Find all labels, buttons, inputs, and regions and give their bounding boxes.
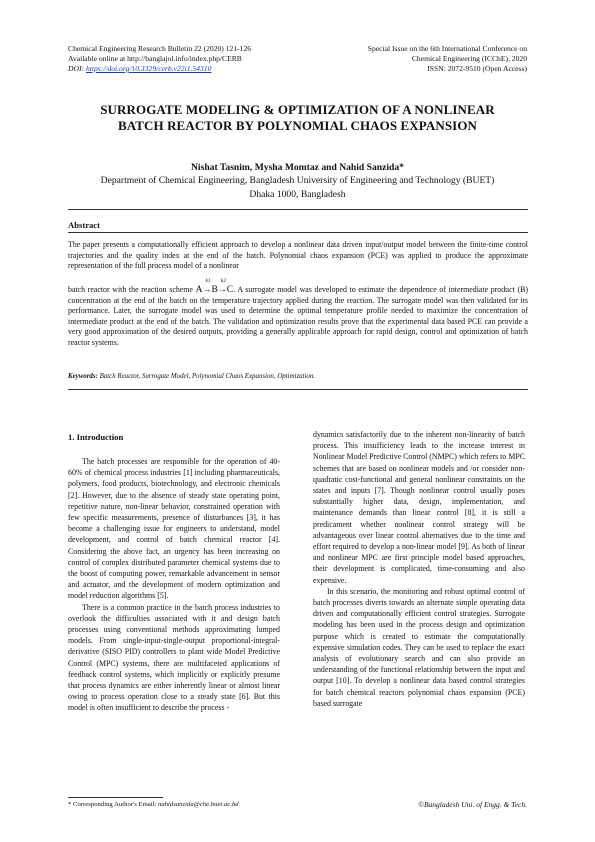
corresponding-label: * Corresponding Author's Email: <box>68 801 157 808</box>
doi-line <box>68 64 251 74</box>
doi-label: DOI: <box>68 64 85 73</box>
rate-constant-k2: k2 <box>220 278 226 284</box>
arrow-k1-icon: k1 → <box>202 278 212 294</box>
authors: Nishat Tasnim, Mysha Momtaz and Nahid Sanzida* <box>191 162 404 173</box>
abstract-paragraph-1: The paper presents a computationally efficient approach to develop a nonlinear data driven input/output model between the finite-time control trajectories and the quality index at the end of the batch. Polynomial chaos expansion (PCE) was applied to produce the approximate representation of the full process model of a nonlinear <box>68 240 528 270</box>
abstract-body-1 <box>68 240 528 272</box>
copyright: ©Bangladesh Uni. of Engg. & Tech. <box>418 800 527 809</box>
footnote-rule <box>68 797 163 798</box>
keywords-label: Keywords: <box>68 373 98 380</box>
right-column <box>313 429 525 709</box>
intro-paragraph-2: There is a common practice in the batch process industries to overlook the difficulties associated with it and design batch processes using conventional methods approximating lumped models. From single-input-single-output proportional-integral-derivative (SISO PID) controllers to plant wide Model Predictive Control (MPC) systems, there are multifaceted applications of feedback control systems, which implicitly or explicitly presume that process dynamics are either inherently linear or almost linear owing to process operation close to a steady state [6]. But this model is often insufficient to describe the process - <box>68 602 280 713</box>
corresponding-author <box>68 801 239 808</box>
affiliation-line-1: Department of Chemical Engineering, Bangladesh University of Engineering and Technology (BUET) <box>100 175 495 186</box>
rate-constant-k1: k1 <box>205 278 211 284</box>
species-a: A <box>195 285 203 295</box>
reaction-scheme <box>195 278 234 295</box>
abstract-scheme-rest: . A surrogate model was developed to estimate the dependence of intermediate product (B) concentration at the end of the batch on the temperature trajectory applied during the reaction. The surrogate model was then validated for its performance. Later, the surrogate model was used to determine the optimal temperature profile needed to maximize the concentration of intermediate product at the end of the batch. The validation and optimization results prove that the experimental data based PCE can provide a very good approximation of the desired outputs, providing a generally applicable approach for rapid design, control and optimization of batch reactor systems. <box>68 285 528 347</box>
intro-paragraph-1: The batch processes are responsible for the operation of 40-60% of chemical process industries [1] including pharmaceuticals, polymers, food products, biotechnology, and electronic chemicals [2]. However, due to the absence of steady state operating point, repetitive nature, non-linear behavior, constrained operation with few specific measurements, presence of disturbances [3], it has become a challenging issue for engineers to understand, model development, and control of batch chemical reactor [4]. Considering the above fact, an urgency has been increasing on control of complex distributed parameter chemical systems due to the boost of computing power, remarkable advancement in sensor and actuator, and the development of modern optimization and model reduction algorithms [5]. <box>68 457 280 601</box>
issn: ISSN: 2072-9510 (Open Access) <box>427 64 527 73</box>
abstract-heading-rule <box>68 232 528 233</box>
abstract-bottom-rule <box>68 389 528 390</box>
abstract-body-2 <box>68 278 528 348</box>
title-line-1: SURROGATE MODELING & OPTIMIZATION OF A NONLINEAR <box>100 102 495 117</box>
abstract-paragraph-2 <box>68 278 528 348</box>
doi-link[interactable]: https://doi.org/10.3329/cerb.v22i1.54310 <box>85 64 212 73</box>
affiliation <box>50 174 545 202</box>
keywords <box>68 373 315 380</box>
affiliation-line-2: Dhaka 1000, Bangladesh <box>249 189 346 200</box>
abstract-scheme-intro: batch reactor with the reaction scheme <box>68 285 193 294</box>
section-heading-introduction: 1. Introduction <box>68 432 124 442</box>
special-issue-line-2: Chemical Engineering (ICChE), 2020 <box>411 54 527 63</box>
available-online: Available online at http://banglajol.info/index.php/CERB <box>68 54 242 63</box>
title-line-2: BATCH REACTOR BY POLYNOMIAL CHAOS EXPANSION <box>117 117 478 133</box>
arrow-k2-icon: k2 → <box>217 278 227 294</box>
running-header-right <box>368 44 527 74</box>
special-issue-line-1: Special Issue on the 6th International Conference on <box>367 44 527 53</box>
keywords-list: Batch Reactor, Surrogate Model, Polynomial Chaos Expansion, Optimization. <box>99 373 316 380</box>
abstract-top-rule <box>68 209 528 210</box>
abstract-heading: Abstract <box>68 220 100 230</box>
species-c: C <box>226 285 234 295</box>
running-header-left <box>68 44 251 74</box>
left-column <box>68 456 280 714</box>
journal-citation: Chemical Engineering Research Bulletin 22 (2020) 121-126 <box>68 44 252 53</box>
intro-paragraph-4: In this scenario, the monitoring and robust optimal control of batch processes diverts towards an alternate simple operating data driven and computationally efficient control strategies. Surrogate modeling has been used in the process design and optimization purpose which is created to estimate the computationally expensive simulation codes. They can be used to replace the exact analysis of evolutionary search and can also provide an understanding of the functional relationship between the input and output [10]. To develop a nonlinear data based control strategies for batch chemical reactors polynomial chaos expansion (PCE) based surrogate <box>313 586 525 708</box>
corresponding-email: nahidsanzida@che.buet.ac.bd <box>158 801 239 808</box>
intro-paragraph-3: dynamics satisfactorily due to the inherent non-linearity of batch process. This insufficiency leads to the increase interest in Nonlinear Model Predictive Control (NMPC) which refers to MPC schemes that are based on nonlinear models and /or consider non-quadratic cost-functional and general nonlinear constraints on the states and inputs [7]. Though nonlinear control usually poses substantially higher data, design, implementation, and maintenance demands than linear control [8], it is still a predicament whether nonlinear control strategy will be advantageous over linear control alternatives due to the time and effort required to develop a non-linear model [9]. As both of linear and nonlinear MPC are first principle model based approaches, their development is complicated, time-consuming and also expensive. <box>313 430 525 585</box>
species-b: B <box>211 285 218 295</box>
paper-title <box>60 102 535 133</box>
